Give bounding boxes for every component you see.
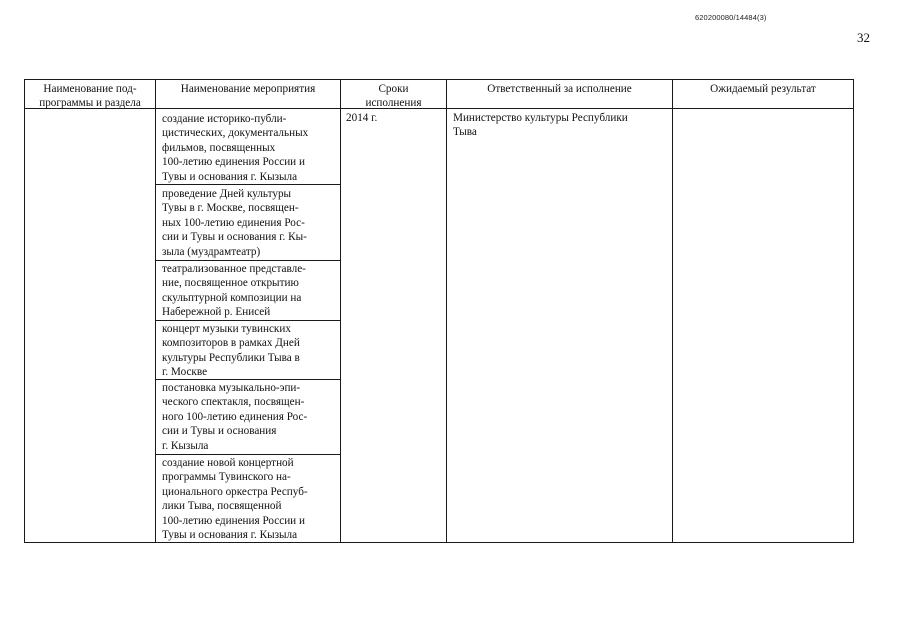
event-item-3: концерт музыки тувинских композиторов в рамках Дней культуры Республики Тыва в г. Москве <box>162 323 300 379</box>
table-bottom-border <box>24 542 854 543</box>
event-item-2: театрализованное представле- ние, посвященное открытию скульптурной композиции на Набережной р. Енисей <box>162 263 306 319</box>
event-separator <box>155 454 341 455</box>
event-separator <box>155 260 341 261</box>
column-header-result: Ожидаемый результат <box>710 83 816 95</box>
page-number: 32 <box>857 30 870 45</box>
col-divider-2 <box>340 79 341 543</box>
column-header-subprogram: Наименование под- программы и раздела <box>39 83 141 110</box>
col-divider-4 <box>672 79 673 543</box>
column-header-responsible: Ответственный за исполнение <box>487 83 632 95</box>
col-divider-3 <box>446 79 447 543</box>
responsible-cell: Министерство культуры Республики Тыва <box>453 112 628 139</box>
event-separator <box>155 184 341 185</box>
table-top-border <box>24 79 854 80</box>
col-divider-1 <box>155 79 156 543</box>
column-header-event: Наименование мероприятия <box>180 83 316 95</box>
event-item-1: проведение Дней культуры Тувы в г. Москве, посвящен- ных 100-летию единения Рос- сии и Тувы и основания г. Кы- зыла (муздрамтеатр) <box>162 188 307 258</box>
event-item-0: создание историко-публи- цистических, документальных фильмов, посвященных 100-летию единения России и Тувы и основания г. Кызыла <box>162 113 309 183</box>
term-cell: 2014 г. <box>346 112 378 124</box>
event-separator <box>155 320 341 321</box>
col-divider-0 <box>24 79 25 543</box>
col-divider-5 <box>853 79 854 543</box>
event-item-4: постановка музыкально-эпи- ческого спектакля, посвящен- ного 100-летию единения Рос- сии и Тувы и основания г. Кызыла <box>162 382 308 452</box>
document-code: 620200080/14484(3) <box>695 13 767 22</box>
column-header-term: Сроки исполнения <box>365 83 422 110</box>
event-item-5: создание новой концертной программы Тувинского на- ционального оркестра Респуб- лики Тыва, посвященной 100-летию единения России и Тувы и основания г. Кызыла <box>162 457 308 542</box>
